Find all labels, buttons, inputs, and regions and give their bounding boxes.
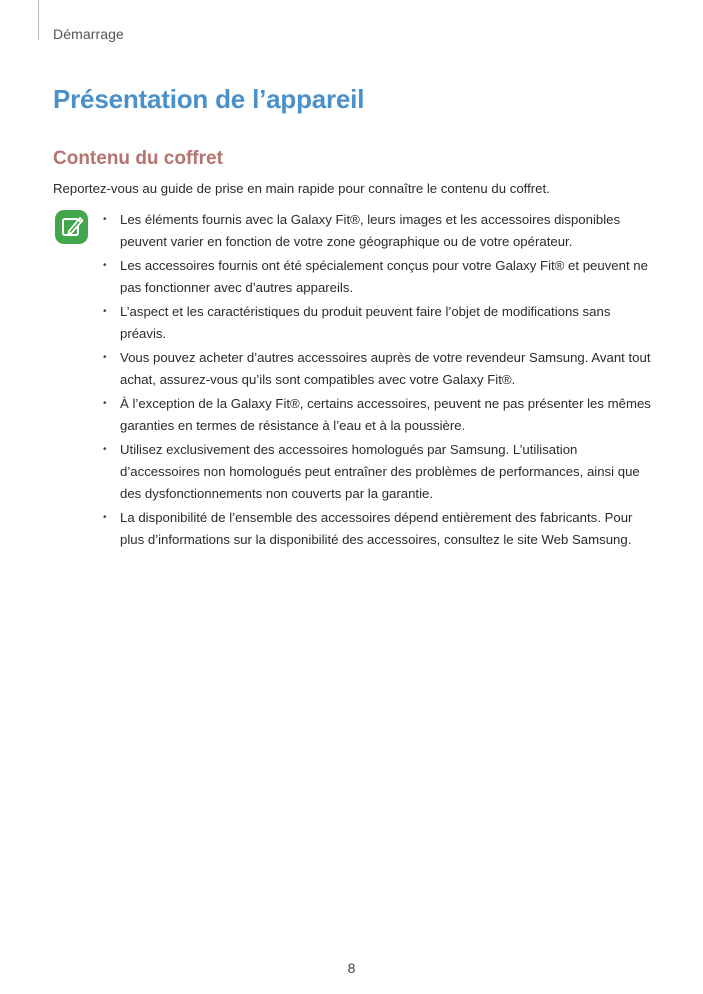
bullet: • (103, 352, 107, 363)
bullet: • (103, 444, 107, 455)
note-item (103, 347, 658, 391)
bullet: • (103, 512, 107, 523)
note-item-text: Les éléments fournis avec la Galaxy Fit®, leurs images et les accessoires disponibles peuvent varier en fonction de votre zone géographique ou de votre opérateur. (120, 212, 621, 249)
note-pencil-icon (55, 210, 88, 244)
note-item-text: La disponibilité de l’ensemble des accessoires dépend entièrement des fabricants. Pour plus d’informations sur la disponibilité des accessoires, consultez le site Web Samsung. (120, 510, 633, 547)
bullet: • (103, 260, 107, 271)
section-label: Démarrage (53, 26, 124, 42)
subsection-title: Contenu du coffret (53, 148, 223, 169)
note-list (103, 209, 658, 553)
note-item (103, 301, 658, 345)
intro-paragraph: Reportez-vous au guide de prise en main rapide pour connaître le contenu du coffret. (53, 181, 550, 196)
note-item (103, 209, 658, 253)
bullet: • (103, 214, 107, 225)
note-item-text: À l’exception de la Galaxy Fit®, certains accessoires, peuvent ne pas présenter les mêmes garanties en termes de résistance à l’eau et à la poussière. (120, 396, 651, 433)
note-item (103, 439, 658, 505)
page-title: Présentation de l’appareil (53, 84, 365, 114)
note-item-text: Les accessoires fournis ont été spécialement conçus pour votre Galaxy Fit® et peuvent ne pas fonctionner avec d’autres appareils. (120, 258, 648, 295)
note-item-text: Vous pouvez acheter d’autres accessoires auprès de votre revendeur Samsung. Avant tout achat, assurez-vous qu’ils sont compatibles avec votre Galaxy Fit®. (120, 350, 651, 387)
note-item (103, 255, 658, 299)
note-item (103, 507, 658, 551)
note-item-text: Utilisez exclusivement des accessoires homologués par Samsung. L’utilisation d’accessoires non homologués peut entraîner des problèmes de performances, ainsi que des dysfonctionnements non couverts par la garantie. (120, 442, 640, 501)
note-item (103, 393, 658, 437)
header-rule (38, 0, 39, 40)
page-number: 8 (347, 960, 356, 976)
bullet: • (103, 398, 107, 409)
note-item-text: L’aspect et les caractéristiques du produit peuvent faire l’objet de modifications sans préavis. (120, 304, 611, 341)
bullet: • (103, 306, 107, 317)
